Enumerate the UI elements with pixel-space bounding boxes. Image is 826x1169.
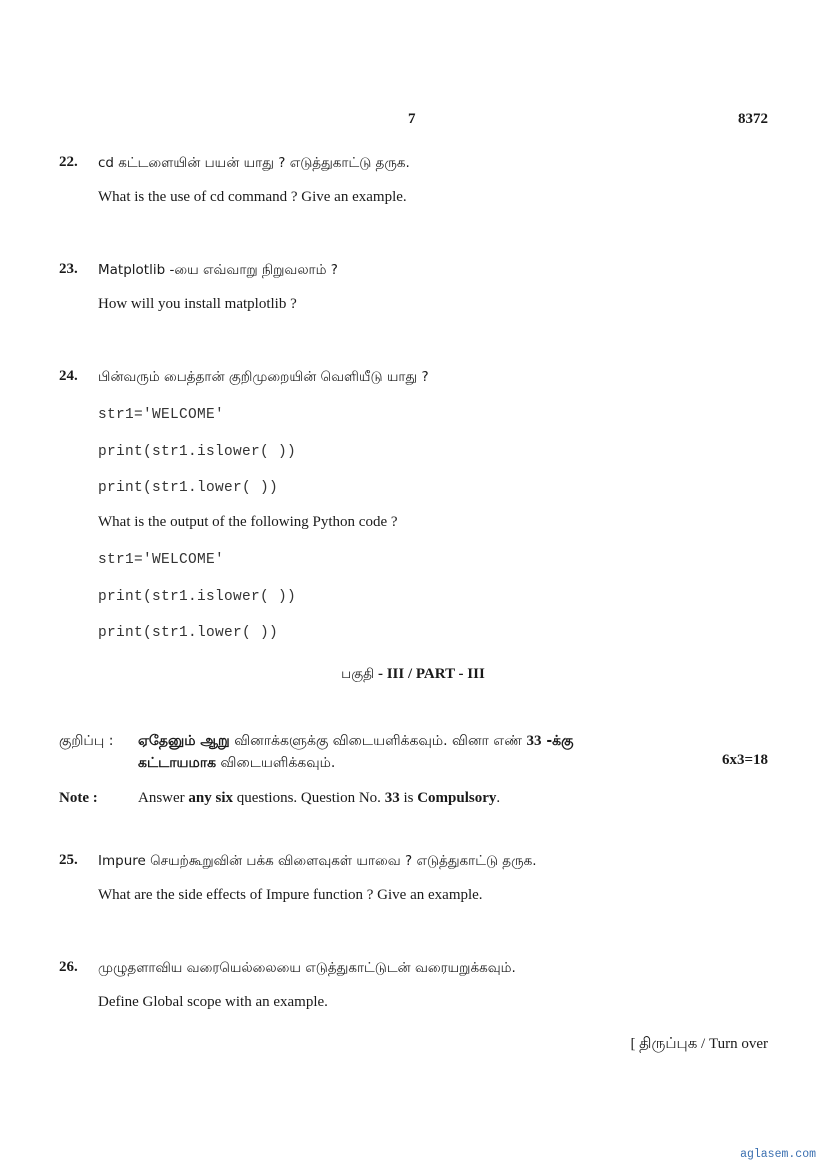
question-english: Define Global scope with an example. <box>98 994 328 1010</box>
code-line: print(str1.islower( )) <box>98 444 297 460</box>
question-tamil: பின்வரும் பைத்தான் குறிமுறையின் வெளியீடு யாது ? <box>98 369 429 385</box>
note-tamil-line1: ஏதேனும் ஆறு வினாக்களுக்கு விடையளிக்கவும். வினா எண் 33 -க்கு <box>138 733 574 749</box>
watermark: aglasem.com <box>740 1148 816 1161</box>
note-tamil-label: குறிப்பு : <box>59 733 114 749</box>
code-line: print(str1.islower( )) <box>98 589 297 605</box>
question-number: 23. <box>59 261 78 277</box>
section-title: பகுதி - III / PART - III <box>341 666 485 682</box>
note-tamil-line2: கட்டாயமாக விடையளிக்கவும். <box>138 755 336 771</box>
question-tamil: முழுதளாவிய வரையெல்லையை எடுத்துகாட்டுடன் வரையறுக்கவும். <box>98 960 516 976</box>
question-number: 26. <box>59 959 78 975</box>
note-english-label: Note : <box>59 790 98 806</box>
paper-code: 8372 <box>738 111 768 127</box>
question-tamil: Impure செயற்கூறுவின் பக்க விளைவுகள் யாவை ? எடுத்துகாட்டு தருக. <box>98 853 537 869</box>
turn-over-note: [ திருப்புக / Turn over <box>630 1036 768 1052</box>
question-number: 22. <box>59 154 78 170</box>
question-english: What are the side effects of Impure function ? Give an example. <box>98 887 483 903</box>
question-tamil: cd கட்டளையின் பயன் யாது ? எடுத்துகாட்டு தருக. <box>98 155 410 171</box>
question-tamil: Matplotlib -யை எவ்வாறு நிறுவலாம் ? <box>98 262 338 278</box>
code-line: print(str1.lower( )) <box>98 625 279 641</box>
question-english: How will you install matplotlib ? <box>98 296 297 312</box>
question-english: What is the output of the following Python code ? <box>98 514 398 530</box>
question-english: What is the use of cd command ? Give an example. <box>98 189 407 205</box>
question-number: 25. <box>59 852 78 868</box>
page-number: 7 <box>408 111 416 127</box>
marks: 6x3=18 <box>721 752 768 768</box>
question-number: 24. <box>59 368 78 384</box>
code-line: str1='WELCOME' <box>98 552 225 568</box>
note-english-text: Answer any six questions. Question No. 33 is Compulsory. <box>138 790 501 806</box>
code-line: str1='WELCOME' <box>98 407 225 423</box>
code-line: print(str1.lower( )) <box>98 480 279 496</box>
